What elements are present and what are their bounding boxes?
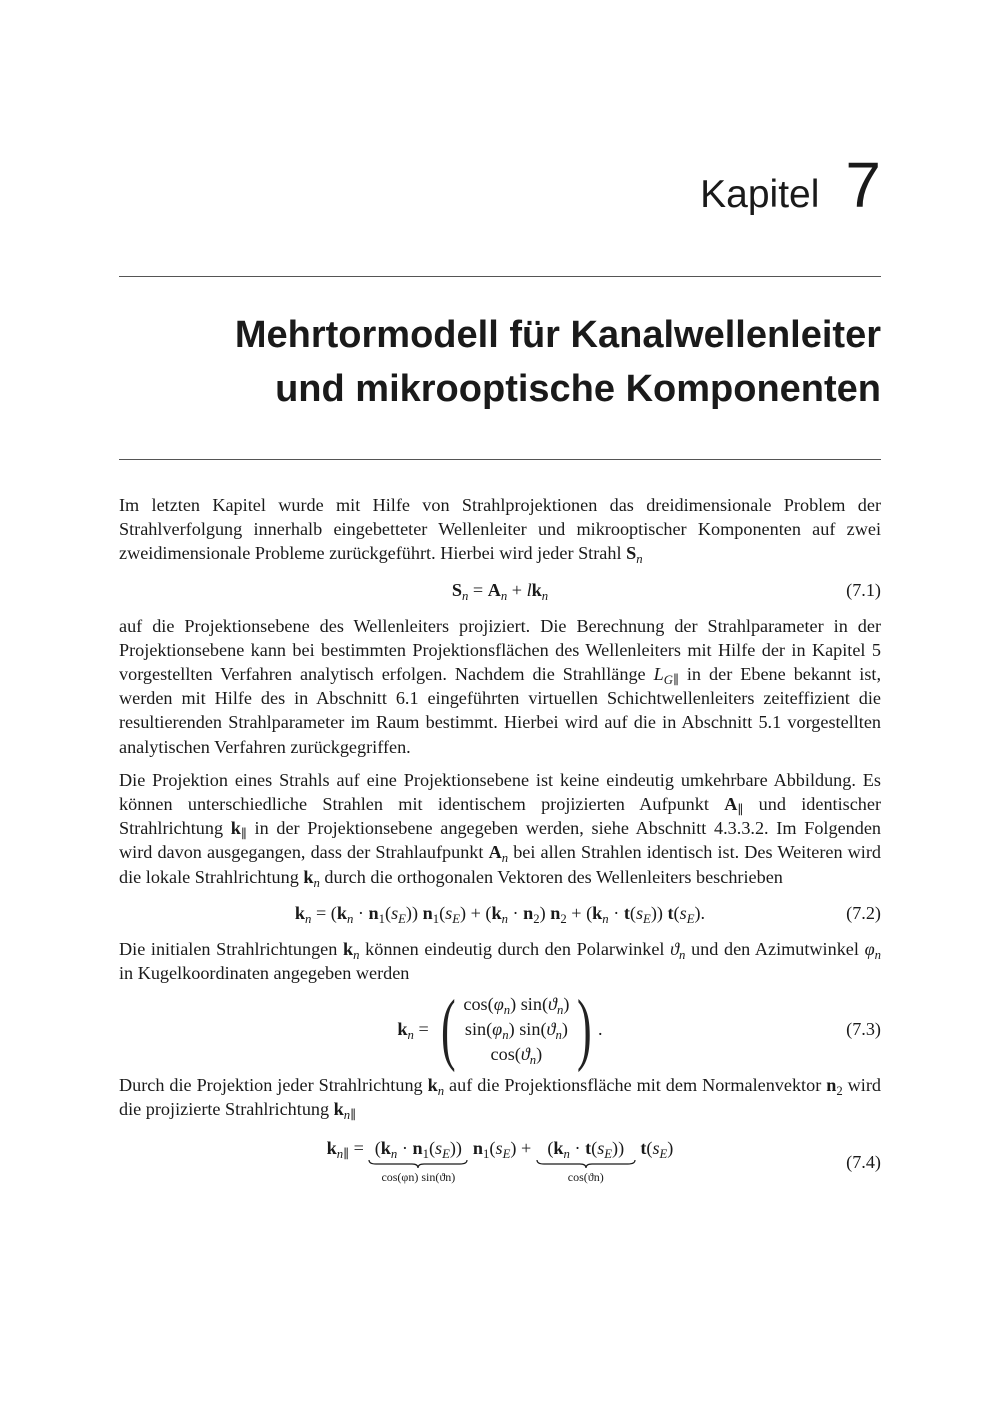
paragraph-3-text-c: in der Projektionsebene angegeben werden, siehe Abschnitt 4.3.3.2. Im Folgenden wird davon ausgegangen, dass der Strahlaufpunkt [119, 818, 882, 863]
paragraph-4-text-d: in Kugelkoordinaten angegeben werden [119, 963, 410, 984]
top-rule [119, 276, 881, 277]
bottom-rule [119, 459, 881, 460]
paragraph-3-text-b: und identischer Strahlrichtung [119, 794, 882, 839]
underbrace-1: $(k_n \cdot n_1(s_E))$ cos(φn) sin(ϑn) [368, 1136, 468, 1184]
underbrace-2-shape [536, 1160, 636, 1168]
equation-number: (7.4) [846, 1151, 881, 1172]
chapter-title [119, 308, 881, 416]
paragraph-3-text-e: durch die orthogonalen Vektoren des Wellenleiters beschrieben [324, 866, 783, 887]
equation-number: (7.1) [846, 579, 881, 600]
chapter-title-line-1: Mehrtormodell für Kanalwellenleiter [234, 314, 881, 356]
paragraph-1-text: Im letzten Kapitel wurde mit Hilfe von Strahlprojektionen das dreidimensionale Problem der Strahlverfolgung innerhalb eingebetteter Wellenleiter und mikrooptischer Komponenten auf zwei zweidimensionale Probleme zurückgeführt. Hierbei wird jeder Strahl [119, 495, 881, 564]
paragraph-3: Die Projektion eines Strahls auf eine Projektionsebene ist keine eindeutig umkehrbare Abbildung. Es können unterschiedliche Strahlen mit identischem projizierten Aufpunkt $A_\parallel$ und identischer Strahlrichtung $k_\parallel$ in der Projektionsebene angegeben werden, siehe Abschnitt 4.3.3.2. Im Folgenden wird davon ausgegangen, dass der Strahlaufpunkt $A_n$ bei allen Strahlen identisch ist. Des Weiteren wird die lokale Strahlrichtung $k_n$ durch die orthogonalen Vektoren des Wellenleiters beschrieben [119, 769, 882, 890]
equation-7-3: $k_n$ = ( $\cos(\varphi_n)$ $\sin(ϑ_n)$ $\sin(\varphi_n)$ $\sin(ϑ_n)$ $\cos(ϑ_n)$ ) . (7.3) [397, 985, 881, 1074]
equation-number: (7.3) [846, 1019, 881, 1040]
chapter-heading [700, 148, 881, 222]
paragraph-5-text-c: wird die projizierte Strahlrichtung [119, 1075, 882, 1120]
underbrace-1-shape [368, 1160, 468, 1168]
paragraph-2-text-a: auf die Projektionsebene des Wellenleiters projiziert. Die Berechnung der Strahlparameter in der Projektionsebene kann bei bestimmten Projektionsflächen des Wellenleiters mit Hilfe der in Kapitel 5 vorgestellten Verfahren analytisch erfolgen. Nachdem die Strahllänge [119, 615, 881, 685]
paragraph-4-text-a: Die initialen Strahlrichtungen [119, 938, 338, 959]
paragraph-3-text-a: Die Projektion eines Strahls auf eine Projektionsebene ist keine eindeutig umkehrbare Abbildung. Es können unterschiedliche Strahlen mit identischem projizierten Aufpunkt [119, 769, 881, 815]
underbrace-2-label: cos(ϑn) [567, 1169, 604, 1184]
paragraph-3-text-d: bei allen Strahlen identisch ist. Des Weiteren wird die lokale Strahlrichtung [119, 842, 881, 887]
equation-7-2: $k_n = (k_n \cdot n_1(s_E)) n_1(s_E) + (k_n \cdot n_2) n_2 + (k_n \cdot t(s_E))$ $t(s_E)$. (7.2) [294, 902, 881, 926]
equation-7-4: $k_{n\parallel}$ = $(k_n \cdot n_1(s_E))$ cos(φn) sin(ϑn) $n_1(s_E)$ + $(k_n \cdot t(s_E))$ cos(ϑn) $t(s_E)$ (7.4) [326, 1137, 881, 1184]
chapter-number: 7 [845, 149, 881, 221]
page [119, 0, 881, 1415]
paragraph-5: Durch die Projektion jeder Strahlrichtung $k_n$ auf die Projektionsfläche mit dem Normalenvektor $n_2$ wird die projizierte Strahlrichtung $k_{n\parallel}$ [119, 1075, 882, 1123]
paragraph-1: Im letzten Kapitel wurde mit Hilfe von Strahlprojektionen das dreidimensionale Problem der Strahlverfolgung innerhalb eingebetteter Wellenleiter und mikrooptischer Komponenten auf zwei zweidimensionale Probleme zurückgeführt. Hierbei wird jeder Strahl $S_n$ [119, 495, 881, 567]
paragraph-2: auf die Projektionsebene des Wellenleiters projiziert. Die Berechnung der Strahlparameter in der Projektionsebene kann bei bestimmten Projektionsflächen des Wellenleiters mit Hilfe der in Kapitel 5 vorgestellten Verfahren analytisch erfolgen. Nachdem die Strahllänge $L_{G\parallel}$ in der Ebene bekannt ist, werden mit Hilfe des in Abschnitt 6.1 eingeführten virtuellen Schichtwellenleiters zeiteffizient die resultierenden Strahlparameter im Raum bestimmt. Hierbei wird auf die in Abschnitt 5.1 vorgestellten analytischen Verfahren zurückgegriffen. [119, 615, 882, 757]
paragraph-5-text-a: Durch die Projektion jeder Strahlrichtung [119, 1075, 423, 1096]
underbrace-2: $(k_n \cdot t(s_E))$ cos(ϑn) [536, 1136, 636, 1184]
paragraph-4-text-b: können eindeutig durch den Polarwinkel [365, 938, 665, 959]
paragraph-5-text-b: auf die Projektionsfläche mit dem Normalenvektor [449, 1075, 822, 1096]
paragraph-2-text-b: in der Ebene bekannt ist, werden mit Hilfe des in Abschnitt 6.1 eingeführten virtuellen Schichtwellenleiters zeiteffizient die resultierenden Strahlparameter im Raum bestimmt. Hierbei wird auf die in Abschnitt 5.1 vorgestellten analytischen Verfahren zurückgegriffen. [119, 664, 882, 757]
underbrace-1-label: cos(φn) sin(ϑn) [381, 1169, 456, 1184]
paragraph-4-text-c: und den Azimutwinkel [691, 938, 859, 959]
equation-number: (7.2) [846, 902, 881, 923]
chapter-title-line-2: und mikrooptische Komponenten [275, 368, 881, 410]
chapter-word: Kapitel [700, 173, 820, 216]
equation-7-1: $S_n = A_n + lk_n$ (7.1) [451, 579, 881, 603]
paragraph-4: Die initialen Strahlrichtungen $k_n$ können eindeutig durch den Polarwinkel $ϑ_n$ und den Azimutwinkel $\varphi_n$ in Kugelkoordinaten angegeben werden [119, 938, 882, 984]
body-text [119, 493, 881, 1194]
